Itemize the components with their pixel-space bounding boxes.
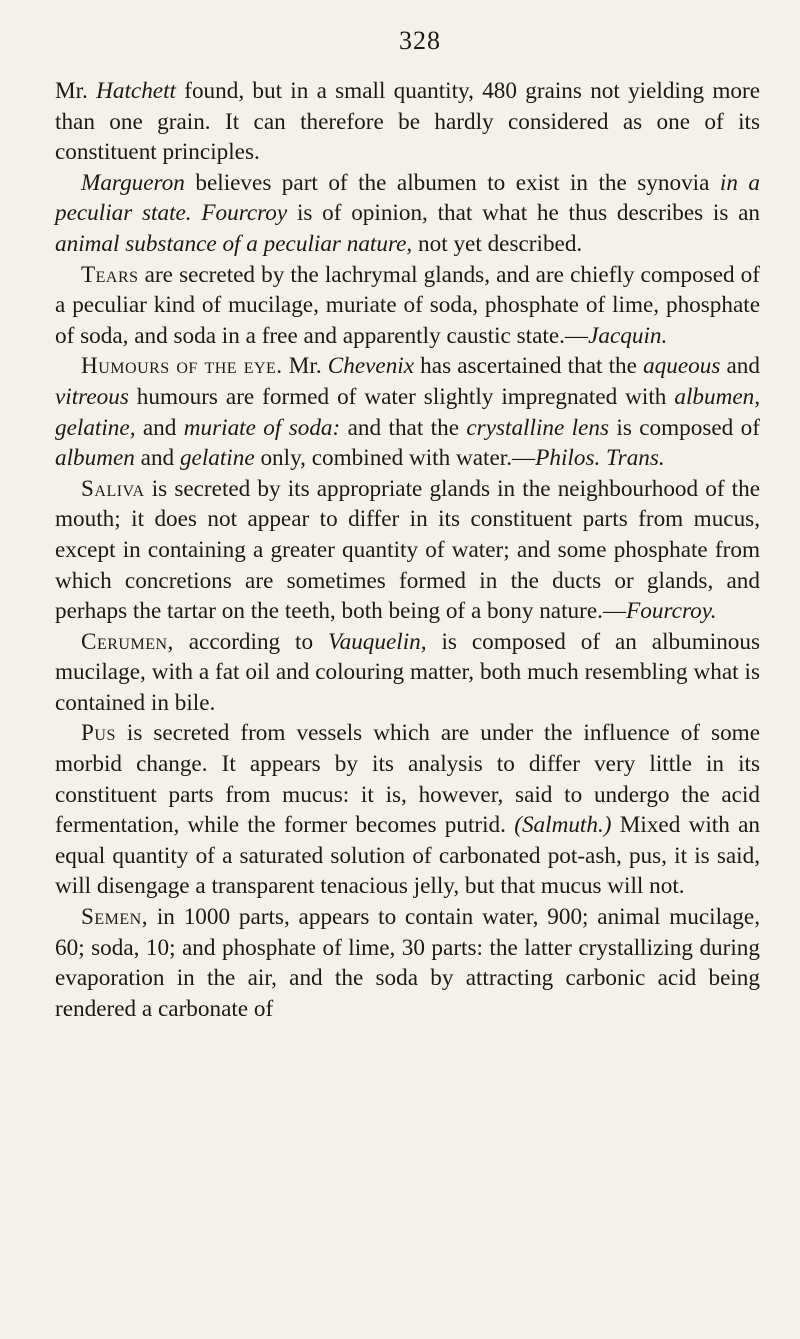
section-heading: Semen, (81, 904, 149, 931)
paragraph-hatchett (55, 76, 760, 168)
text-run: humours are formed of water slightly impregnated with (128, 383, 675, 410)
italic-text: Hatchett (96, 78, 176, 104)
text-body (55, 76, 760, 1024)
italic-text: Vauquelin, (328, 628, 427, 655)
italic-text: albumen (55, 445, 135, 472)
italic-text: (Salmuth.) (514, 812, 612, 839)
text-run: according to (173, 628, 329, 655)
text-run: and (135, 414, 184, 441)
italic-text: Fourcroy (201, 200, 288, 227)
section-heading: Pus (81, 720, 116, 747)
italic-text: Fourcroy. (626, 598, 717, 625)
italic-text: crystalline lens (466, 414, 610, 441)
italic-text: Chevenix (327, 353, 415, 380)
text-run: and (720, 353, 760, 380)
page-number: 328 (399, 26, 441, 55)
section-heading: Saliva (81, 475, 145, 502)
text-run: has ascertained that the (414, 353, 644, 380)
paragraph-cerumen (55, 627, 760, 719)
paragraph-humours-of-the-eye (55, 351, 760, 473)
section-heading: Cerumen, (81, 628, 174, 655)
text-run: in 1000 parts, appears to contain water, 900; animal mucilage, 60; soda, 10; and phosphate of lime, 30 parts: the latter crystallizing during evaporation in the air, and the soda by attracting carbonic acid being rendered a carbonate of (55, 904, 760, 1022)
text-run: believes part of the albumen to exist in the synovia (184, 169, 720, 196)
text-run: is secreted from vessels which are under the influence of some morbid change. It appears by its analysis to differ very little in its constituent parts from mucus: it is, however, said to undergo the acid fermentation, while the former becomes putrid. (55, 720, 760, 839)
text-run: Mr. (55, 78, 97, 104)
paragraph-pus (55, 718, 760, 902)
text-run: Mixed with an equal quantity of a saturated solution of carbonated pot-ash, pus, it is said, will disengage a transparent tenacious jelly, but that mucus will not. (55, 812, 760, 900)
text-run: is secreted by its appropriate glands in the neighbourhood of the mouth; it does not appear to differ in its constituent parts from mucus, except in containing a greater quantity of water; and some phosphate from which concretions are sometimes formed in the ducts or glands, and perhaps the tartar on the teeth, both being of a bony nature.— (55, 475, 760, 625)
text-run: is composed of an albuminous mucilage, with a fat oil and colouring matter, both much resembling what is contained in bile. (55, 628, 761, 716)
italic-text: Jacquin. (588, 322, 668, 349)
paragraph-saliva (55, 474, 760, 627)
paragraph-semen (55, 902, 760, 1024)
text-run (192, 200, 202, 226)
text-run: is composed of (609, 414, 760, 441)
paragraph-margueron (55, 168, 760, 260)
italic-text: animal substance of a peculiar nature, (55, 230, 413, 257)
text-run: are secreted by the lachrymal glands, and are chiefly composed of a peculiar kind of mucilage, muriate of soda, phosphate of lime, phosphate of soda, and soda in a free and apparently caustic state.— (55, 261, 760, 349)
section-heading: Tears (81, 261, 139, 288)
italic-text: vitreous (55, 383, 129, 410)
paragraph-tears (55, 260, 760, 352)
text-run: and that the (340, 414, 467, 441)
text-run: is of opinion, that what he thus describes is an (287, 200, 760, 227)
italic-text: Margueron (81, 169, 185, 196)
italic-text: gelatine (179, 445, 255, 472)
text-run: and (134, 445, 180, 472)
italic-text: muriate of soda: (183, 414, 341, 441)
italic-text: aqueous (643, 353, 721, 380)
italic-text: Philos. Trans. (535, 445, 665, 472)
text-run: only, combined with water.— (254, 445, 536, 472)
text-run: found, but in a small quantity, 480 grains not yielding more than one grain. It can therefore be hardly considered as one of its constituent principles. (55, 78, 760, 166)
text-run: Mr. (282, 353, 328, 380)
italic-text: albumen, gelatine, (55, 383, 760, 441)
section-heading: Humours of the eye. (81, 353, 283, 380)
text-run: not yet described. (412, 230, 583, 257)
italic-text: in a peculiar state. (55, 169, 760, 227)
